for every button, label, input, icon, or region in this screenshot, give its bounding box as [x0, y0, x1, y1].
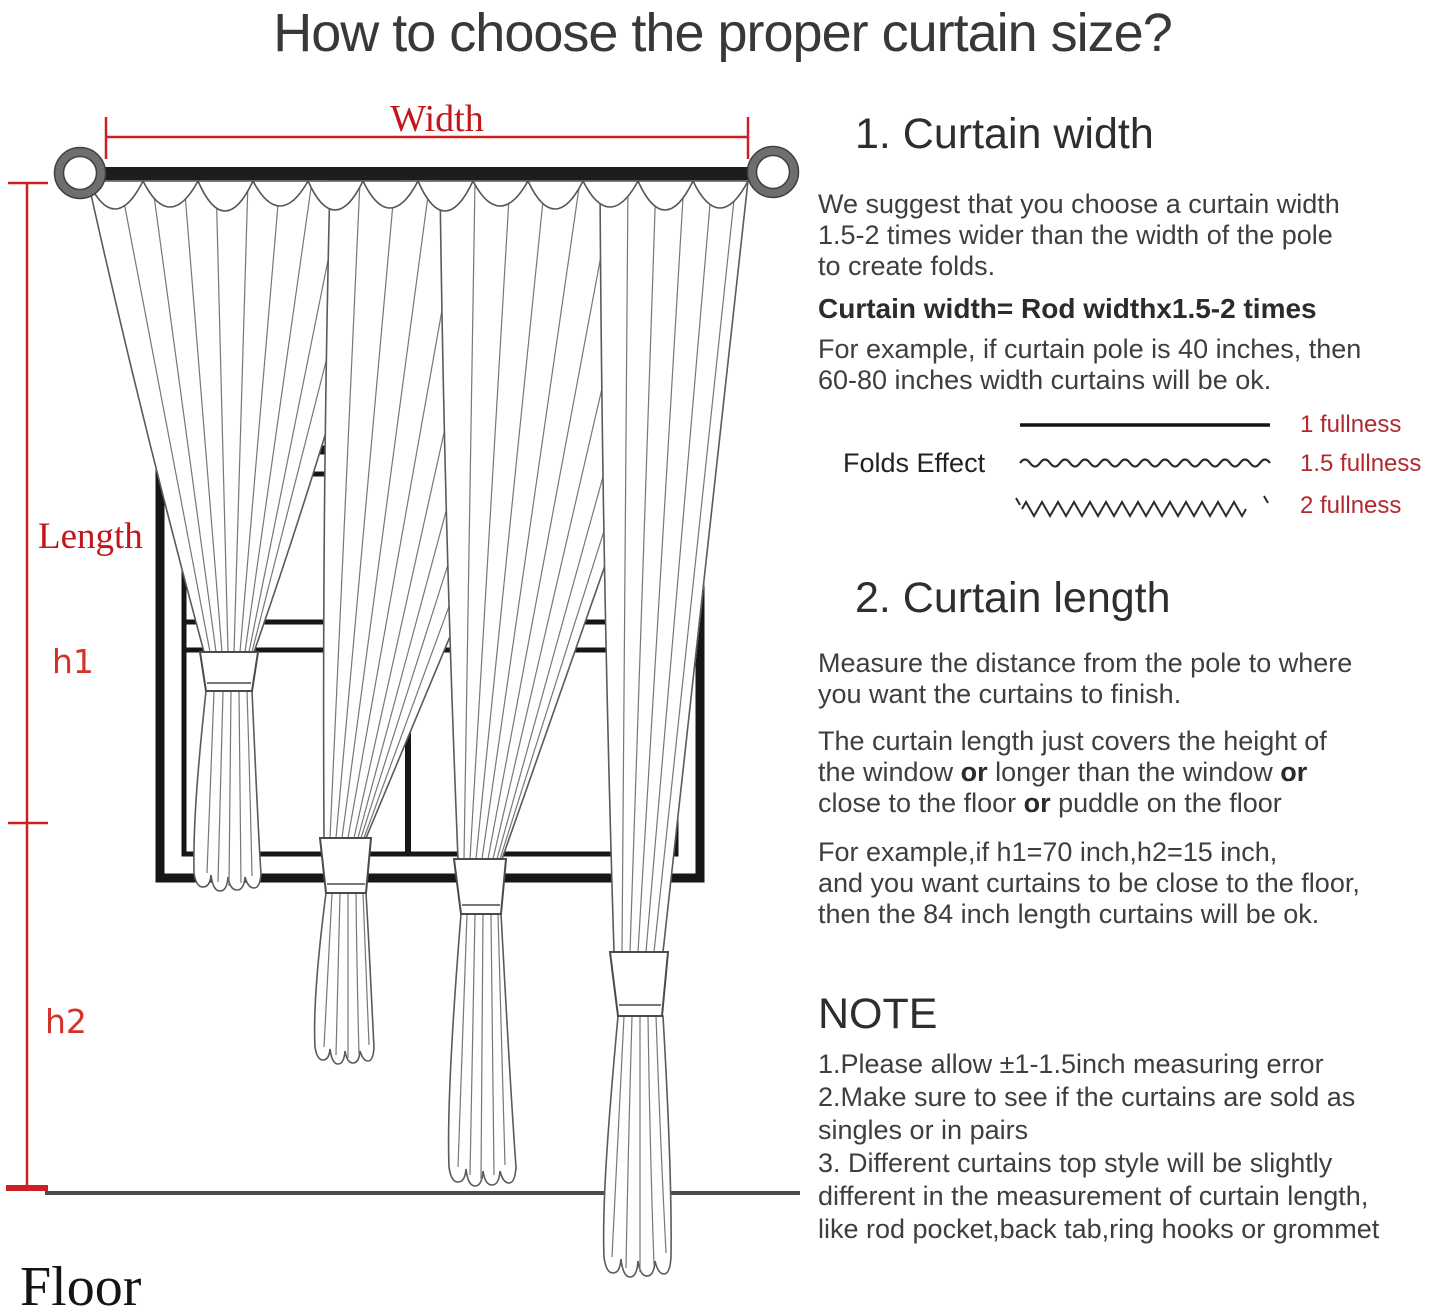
curtain-measurement-diagram — [0, 85, 810, 1314]
note-line: like rod pocket,back tab,ring hooks or grommet — [818, 1214, 1380, 1244]
curtain-bundle-1 — [194, 691, 261, 891]
note-line: 3. Different curtains top style will be slightly — [818, 1148, 1333, 1178]
section-2-paragraph-2 — [818, 726, 1327, 819]
text-line: For example,if h1=70 inch,h2=15 inch, — [818, 837, 1278, 867]
curtain-panel-4 — [600, 181, 748, 1277]
fullness-1-5-label: 1.5 fullness — [1300, 450, 1422, 477]
h1-label: h1 — [52, 642, 94, 681]
tieback-2 — [320, 838, 371, 893]
folds-effect-block — [818, 400, 1445, 530]
tieback-1 — [200, 652, 258, 691]
section-2-paragraph-1 — [818, 648, 1352, 710]
curtain-bundle-2 — [315, 893, 374, 1064]
section-1-paragraph-2 — [818, 334, 1361, 396]
text-line: 1.5-2 times wider than the width of the pole — [818, 220, 1333, 250]
text-span: puddle on the floor — [1050, 788, 1282, 818]
text-line: then the 84 inch length curtains will be ok. — [818, 899, 1320, 929]
curtain-width-formula: Curtain width= Rod widthx1.5-2 times — [818, 293, 1317, 324]
curtain-ring-icon — [55, 148, 106, 199]
text-span: The curtain length just covers the height of — [818, 726, 1327, 756]
note-line: different in the measurement of curtain length, — [818, 1181, 1369, 1211]
tieback-4 — [610, 952, 668, 1016]
page-title: How to choose the proper curtain size? — [273, 3, 1172, 63]
floor-label: Floor — [20, 1256, 142, 1314]
text-line: to create folds. — [818, 251, 996, 281]
fullness-2-label: 2 fullness — [1300, 492, 1402, 519]
text-line: 60-80 inches width curtains will be ok. — [818, 365, 1272, 395]
text-line — [818, 788, 1327, 819]
text-line: Measure the distance from the pole to where — [818, 648, 1353, 678]
note-list — [818, 1048, 1379, 1246]
length-dimension-label: Length — [38, 516, 143, 557]
bold-or: or — [1280, 757, 1308, 787]
text-line: We suggest that you choose a curtain width — [818, 189, 1340, 219]
note-line: 1.Please allow ±1-1.5inch measuring error — [818, 1049, 1324, 1079]
note-heading: NOTE — [818, 990, 938, 1038]
length-dimension — [6, 183, 48, 1191]
curtain-rod — [100, 167, 750, 180]
fullness-2-line — [1016, 496, 1268, 516]
curtain-ring-icon — [748, 147, 799, 198]
text-span: close to the floor — [818, 788, 1024, 818]
text-line: and you want curtains to be close to the floor, — [818, 868, 1360, 898]
fullness-1-5-line — [1020, 460, 1270, 467]
text-line — [818, 757, 1327, 788]
bold-or: or — [1023, 788, 1051, 818]
text-line: you want the curtains to finish. — [818, 679, 1182, 709]
section-2-paragraph-3 — [818, 837, 1360, 930]
tieback-3 — [454, 859, 506, 914]
section-2-heading: 2. Curtain length — [855, 574, 1171, 622]
section-1-heading: 1. Curtain width — [855, 110, 1154, 158]
h2-label: h2 — [45, 1002, 87, 1041]
section-1-paragraph-1 — [818, 189, 1340, 282]
bold-or: or — [960, 757, 988, 787]
text-span: the window — [818, 757, 961, 787]
folds-effect-label: Folds Effect — [843, 448, 986, 478]
width-dimension-label: Width — [390, 98, 484, 140]
note-line: singles or in pairs — [818, 1115, 1029, 1145]
note-line: 2.Make sure to see if the curtains are sold as — [818, 1082, 1356, 1112]
text-line: For example, if curtain pole is 40 inches, then — [818, 334, 1362, 364]
text-span: longer than the window — [987, 757, 1281, 787]
text-line — [818, 726, 1327, 757]
fullness-1-label: 1 fullness — [1300, 411, 1402, 438]
